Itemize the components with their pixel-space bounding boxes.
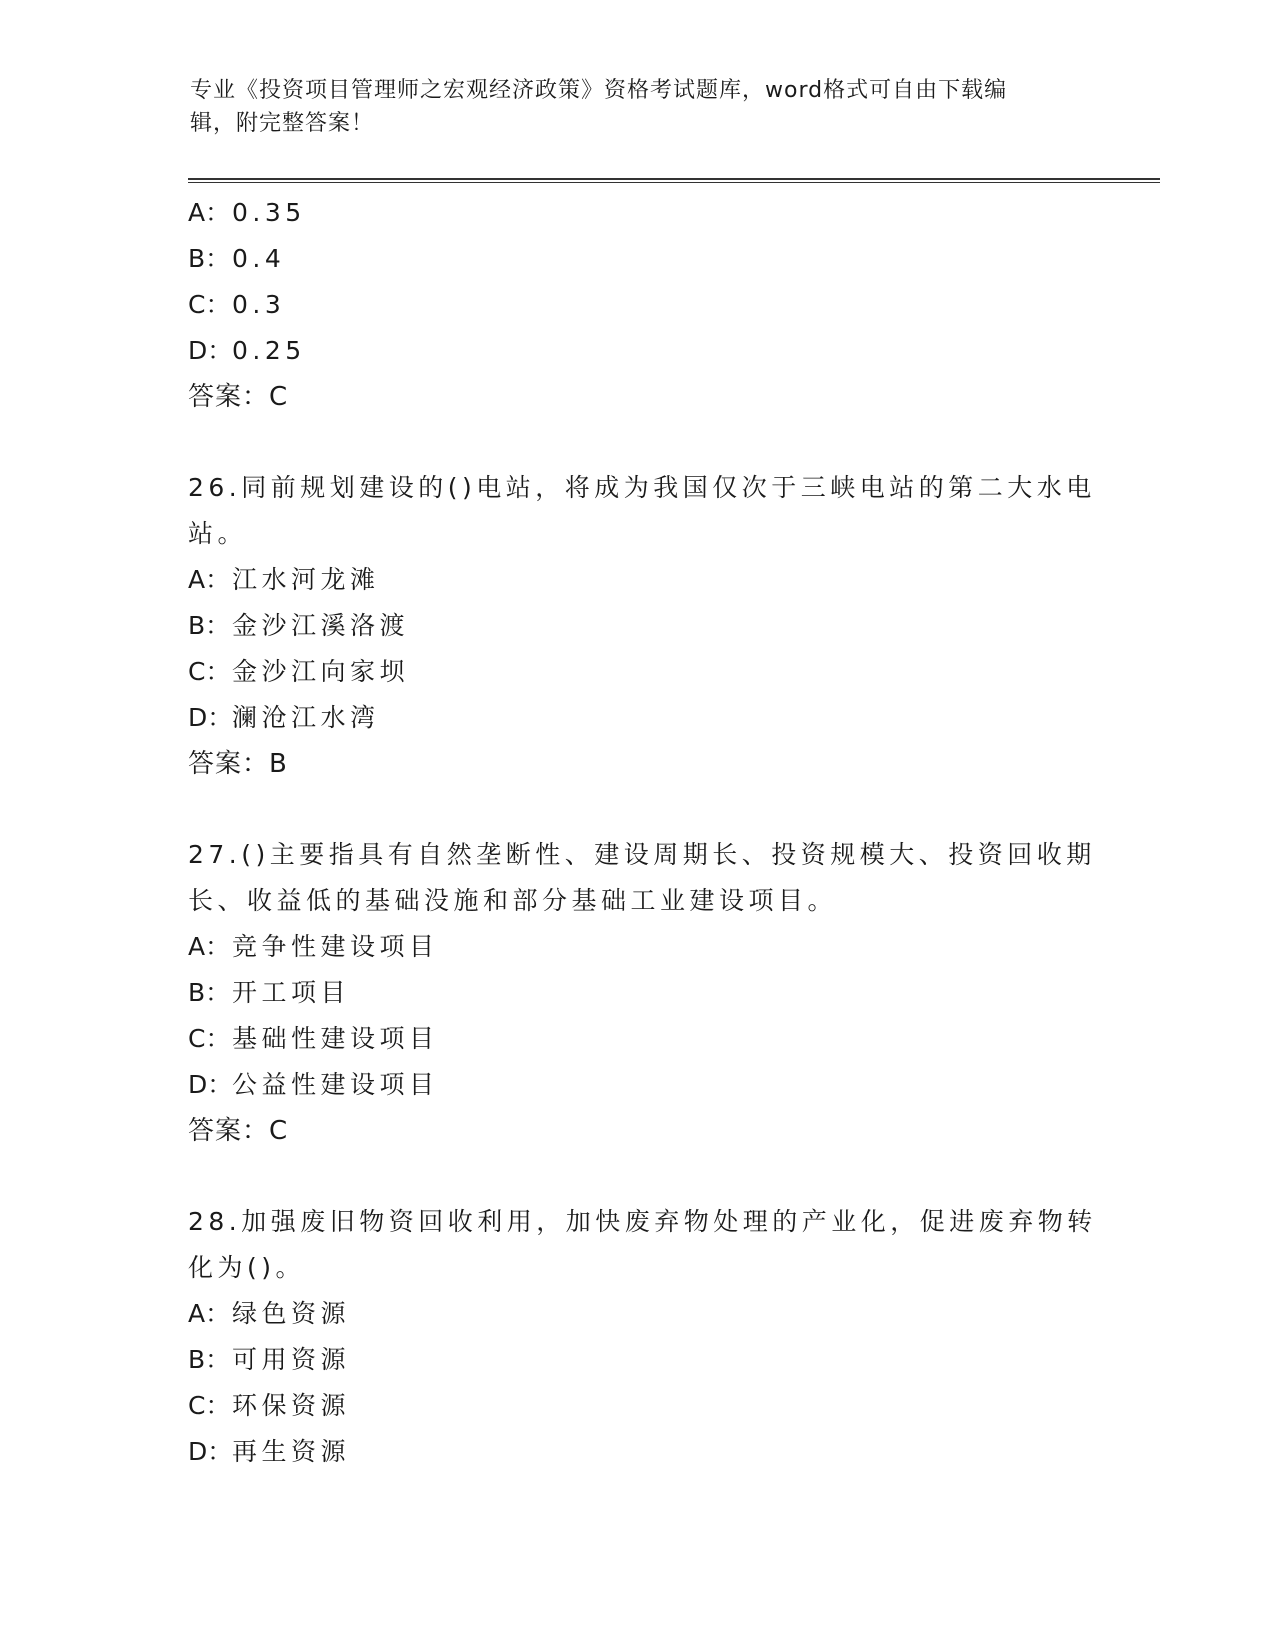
option-label: A： xyxy=(188,565,231,594)
option-b xyxy=(188,970,1088,1016)
option-text: 0.4 xyxy=(232,244,286,273)
question-stem-line-2: 化为()。 xyxy=(188,1253,306,1282)
option-c xyxy=(188,1383,1088,1429)
option-c xyxy=(188,282,1088,328)
option-d xyxy=(188,1062,1088,1108)
question-list xyxy=(188,190,1097,1475)
question-28 xyxy=(188,1199,1097,1475)
option-text: 0.3 xyxy=(232,290,286,319)
document-header xyxy=(190,74,1090,140)
spacer xyxy=(188,420,1088,465)
question-stem-line-1: 26.同前规划建设的()电站，将成为我国仅次于三峡电站的第二大水电 xyxy=(188,473,1096,502)
option-text: 环保资源 xyxy=(232,1391,351,1420)
option-label: B： xyxy=(188,611,231,640)
option-label: A： xyxy=(188,198,231,227)
option-text: 竞争性建设项目 xyxy=(232,932,439,961)
option-label: B： xyxy=(188,1345,231,1374)
header-line-2: 辑，附完整答案！ xyxy=(190,111,375,136)
question-25 xyxy=(188,190,1088,420)
option-text: 绿色资源 xyxy=(232,1299,351,1328)
option-label: D： xyxy=(188,336,233,365)
option-text: 0.25 xyxy=(232,336,306,365)
option-label: C： xyxy=(188,1391,231,1420)
option-b xyxy=(188,603,1088,649)
option-label: C： xyxy=(188,1024,231,1053)
option-text: 基础性建设项目 xyxy=(232,1024,439,1053)
option-text: 开工项目 xyxy=(232,978,351,1007)
option-d xyxy=(188,1429,1088,1475)
option-c xyxy=(188,649,1088,695)
option-b xyxy=(188,1337,1088,1383)
option-text: 公益性建设项目 xyxy=(232,1070,439,1099)
option-b xyxy=(188,236,1088,282)
header-line-1: 专业《投资项目管理师之宏观经济政策》资格考试题库，word格式可自由下载编 xyxy=(190,78,1008,103)
option-text: 再生资源 xyxy=(232,1437,351,1466)
header-divider xyxy=(188,178,1160,183)
question-stem-line-1: 27.()主要指具有自然垄断性、建设周期长、投资规模大、投资回收期 xyxy=(188,840,1096,869)
option-c xyxy=(188,1016,1088,1062)
answer: 答案：C xyxy=(188,382,289,412)
option-label: D： xyxy=(188,703,233,732)
option-a xyxy=(188,190,1088,236)
answer: 答案：C xyxy=(188,1116,289,1146)
option-label: B： xyxy=(188,978,231,1007)
question-stem-line-2: 长、收益低的基础没施和部分基础工业建设项目。 xyxy=(188,886,838,915)
option-text: 可用资源 xyxy=(232,1345,351,1374)
option-label: D： xyxy=(188,1437,233,1466)
option-a xyxy=(188,924,1088,970)
option-text: 澜沧江水湾 xyxy=(232,703,380,732)
answer: 答案：B xyxy=(188,749,288,779)
option-a xyxy=(188,1291,1088,1337)
option-label: C： xyxy=(188,290,231,319)
option-a xyxy=(188,557,1088,603)
spacer xyxy=(188,787,1088,832)
option-label: C： xyxy=(188,657,231,686)
question-stem-line-1: 28.加强废旧物资回收利用，加快废弃物处理的产业化，促进废弃物转 xyxy=(188,1207,1097,1236)
question-26 xyxy=(188,465,1096,787)
option-text: 金沙江溪洛渡 xyxy=(232,611,410,640)
question-27 xyxy=(188,832,1096,1154)
option-text: 金沙江向家坝 xyxy=(232,657,410,686)
option-label: D： xyxy=(188,1070,233,1099)
option-text: 江水河龙滩 xyxy=(232,565,380,594)
option-text: 0.35 xyxy=(232,198,306,227)
option-label: A： xyxy=(188,932,231,961)
option-label: A： xyxy=(188,1299,231,1328)
option-d xyxy=(188,695,1088,741)
spacer xyxy=(188,1154,1088,1199)
option-label: B： xyxy=(188,244,231,273)
option-d xyxy=(188,328,1088,374)
question-stem-line-2: 站。 xyxy=(188,519,248,548)
